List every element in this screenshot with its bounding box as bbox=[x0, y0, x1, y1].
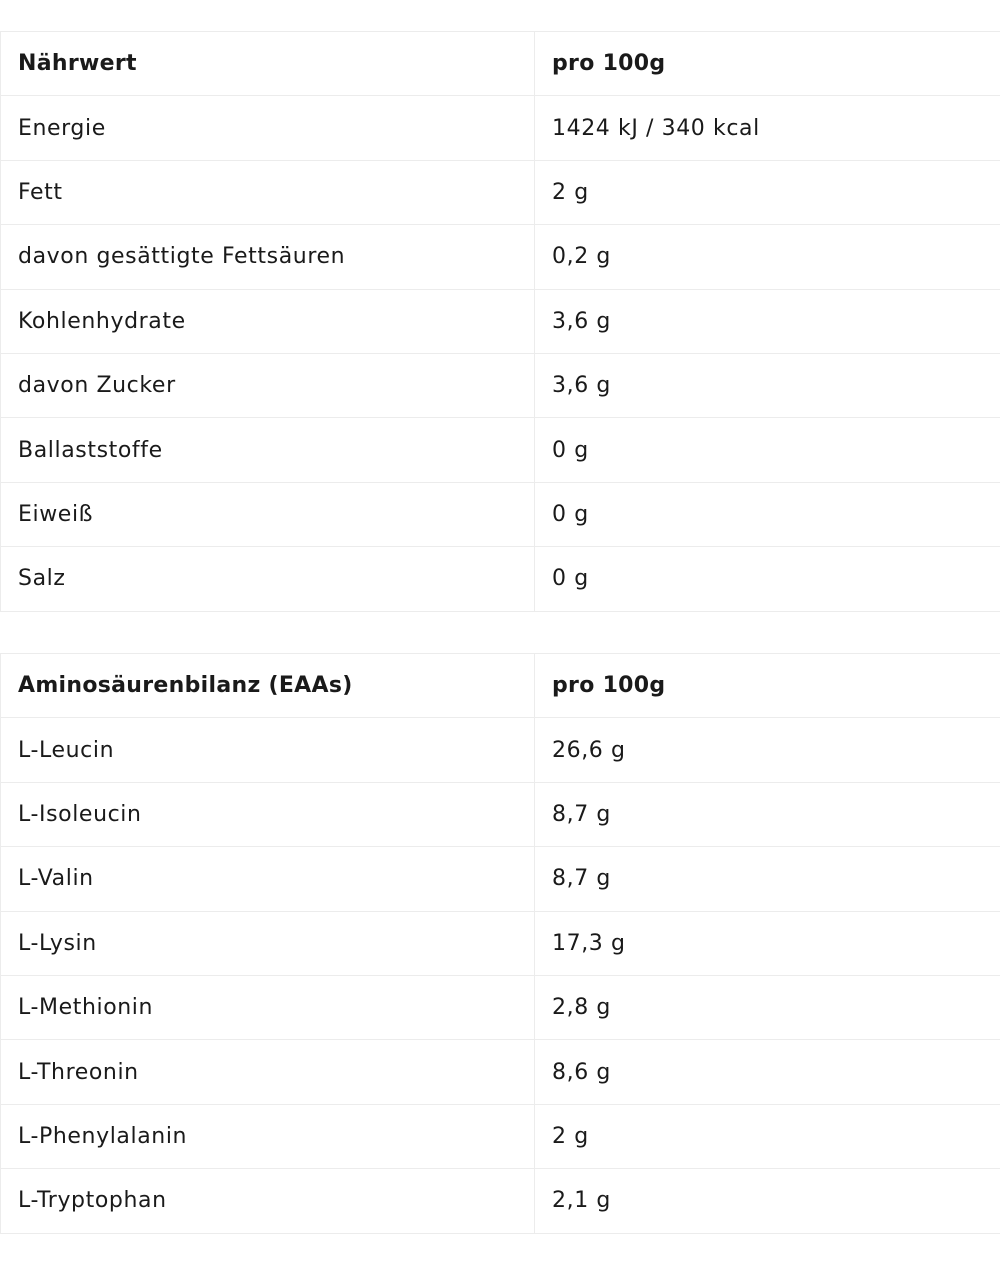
table-row bbox=[1, 782, 1000, 846]
nutrient-label: Salz bbox=[1, 547, 535, 611]
table-row bbox=[1, 482, 1000, 546]
amino-label: L-Tryptophan bbox=[1, 1169, 535, 1233]
amino-value: 2 g bbox=[535, 1104, 1000, 1168]
table-row bbox=[1, 911, 1000, 975]
nutrient-label: Eiweiß bbox=[1, 482, 535, 546]
nutrition-table bbox=[0, 31, 1000, 612]
amino-value: 26,6 g bbox=[535, 718, 1000, 782]
table-row bbox=[1, 1104, 1000, 1168]
amino-acid-table bbox=[0, 653, 1000, 1234]
nutrient-value: 1424 kJ / 340 kcal bbox=[535, 96, 1000, 160]
amino-header-label: Aminosäurenbilanz (EAAs) bbox=[1, 654, 535, 718]
nutrient-value: 0,2 g bbox=[535, 225, 1000, 289]
amino-value: 8,7 g bbox=[535, 782, 1000, 846]
amino-value: 2,1 g bbox=[535, 1169, 1000, 1233]
amino-label: L-Methionin bbox=[1, 975, 535, 1039]
nutrient-value: 2 g bbox=[535, 160, 1000, 224]
table-row bbox=[1, 96, 1000, 160]
table-row bbox=[1, 418, 1000, 482]
amino-label: L-Lysin bbox=[1, 911, 535, 975]
table-row bbox=[1, 847, 1000, 911]
nutrient-label: Ballaststoffe bbox=[1, 418, 535, 482]
amino-header-value: pro 100g bbox=[535, 654, 1000, 718]
amino-value: 8,7 g bbox=[535, 847, 1000, 911]
amino-table-block bbox=[0, 653, 1000, 1234]
amino-label: L-Leucin bbox=[1, 718, 535, 782]
amino-value: 8,6 g bbox=[535, 1040, 1000, 1104]
nutrient-label: davon Zucker bbox=[1, 353, 535, 417]
amino-header-row bbox=[1, 654, 1000, 718]
table-row bbox=[1, 975, 1000, 1039]
table-row bbox=[1, 289, 1000, 353]
table-row bbox=[1, 547, 1000, 611]
nutrient-label: davon gesättigte Fettsäuren bbox=[1, 225, 535, 289]
table-row bbox=[1, 225, 1000, 289]
amino-label: L-Isoleucin bbox=[1, 782, 535, 846]
amino-value: 17,3 g bbox=[535, 911, 1000, 975]
nutrient-label: Kohlenhydrate bbox=[1, 289, 535, 353]
table-row bbox=[1, 160, 1000, 224]
table-row bbox=[1, 353, 1000, 417]
nutrition-header-row bbox=[1, 32, 1000, 96]
nutrient-label: Energie bbox=[1, 96, 535, 160]
amino-value: 2,8 g bbox=[535, 975, 1000, 1039]
amino-label: L-Threonin bbox=[1, 1040, 535, 1104]
table-row bbox=[1, 1040, 1000, 1104]
nutrient-value: 3,6 g bbox=[535, 353, 1000, 417]
amino-label: L-Phenylalanin bbox=[1, 1104, 535, 1168]
nutrition-header-value: pro 100g bbox=[535, 32, 1000, 96]
nutrition-table-block bbox=[0, 31, 1000, 612]
amino-label: L-Valin bbox=[1, 847, 535, 911]
table-row bbox=[1, 718, 1000, 782]
nutrition-header-label: Nährwert bbox=[1, 32, 535, 96]
nutrient-value: 0 g bbox=[535, 482, 1000, 546]
nutrient-value: 0 g bbox=[535, 418, 1000, 482]
nutrient-value: 0 g bbox=[535, 547, 1000, 611]
table-row bbox=[1, 1169, 1000, 1233]
nutrient-value: 3,6 g bbox=[535, 289, 1000, 353]
nutrient-label: Fett bbox=[1, 160, 535, 224]
